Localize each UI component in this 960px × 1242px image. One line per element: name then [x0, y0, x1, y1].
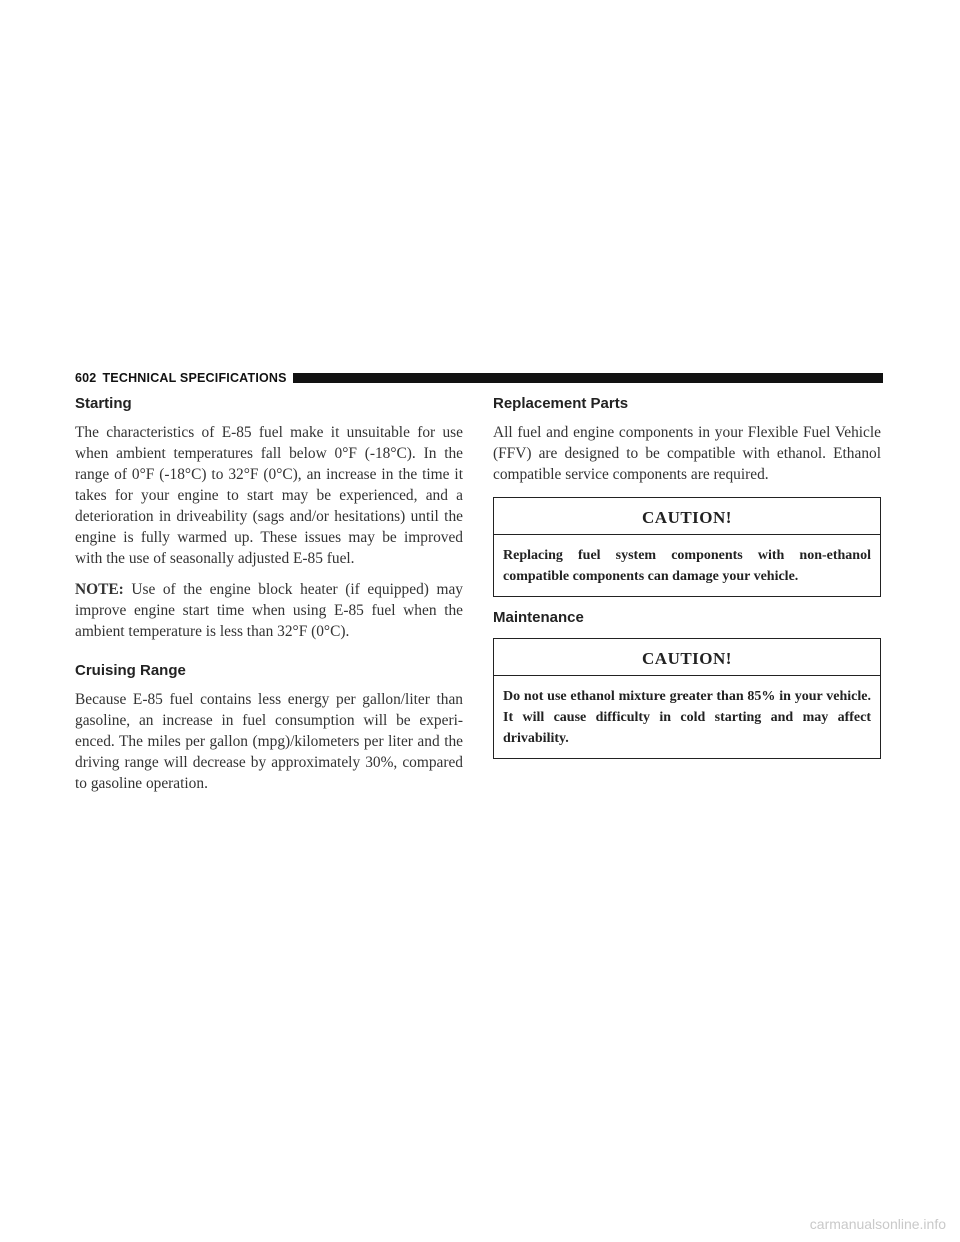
replacement-paragraph: All fuel and engine components in your Flexible Fuel Vehicle (FFV) are designed to be compatible with ethanol. Ethanol compatible service components are required. — [493, 424, 881, 483]
note-paragraph — [75, 579, 463, 642]
cruising-heading: Cruising Range — [75, 662, 186, 679]
right-column — [493, 393, 881, 771]
caution-text: Do not use ethanol mixture greater than 85% in your vehicle. It will cause difficulty in cold starting and may affect drivability. — [503, 689, 871, 746]
section-title: TECHNICAL SPECIFICATIONS — [102, 371, 287, 385]
left-column — [75, 393, 463, 804]
cruising-paragraph: Because E-85 fuel contains less energy per gallon/liter than gasoline, an increase in fuel consumption will be experi- enced. The miles per gallon (mpg)/kilometers per liter and the driving range will decrease by approximately 30%, compared to gasoline operation. — [75, 691, 463, 792]
note-label: NOTE: — [75, 581, 124, 598]
header-rule — [293, 373, 883, 383]
starting-paragraph: The characteristics of E-85 fuel make it unsuitable for use when ambient temperatures fall below 0°F (-18°C). In the range of 0°F (-18°C) to 32°F (0°C), an increase in the time it takes for your engine to start may be experienced, and a deterioration in driveability (sags and/or hesitations) until the engine is fully warmed up. These issues may be improved with the use of seasonally adjusted E-85 fuel. — [75, 424, 463, 567]
caution-box-maintenance — [493, 638, 881, 759]
caution-text: Replacing fuel system components with non-ethanol compatible components can damage your vehicle. — [503, 548, 871, 584]
caution-box-replacement — [493, 497, 881, 597]
page-header — [75, 370, 883, 386]
page-number: 602 — [75, 371, 97, 385]
replacement-heading: Replacement Parts — [493, 395, 629, 412]
starting-heading: Starting — [75, 395, 132, 412]
caution-title: CAUTION! — [494, 498, 880, 535]
maintenance-heading: Maintenance — [493, 609, 584, 626]
note-text: Use of the engine block heater (if equipped) may improve engine start time when using E-85 fuel when the ambient temperature is less than 32°F (0°C). — [75, 581, 463, 640]
watermark: carmanualsonline.info — [809, 1216, 946, 1232]
caution-title: CAUTION! — [494, 639, 880, 676]
